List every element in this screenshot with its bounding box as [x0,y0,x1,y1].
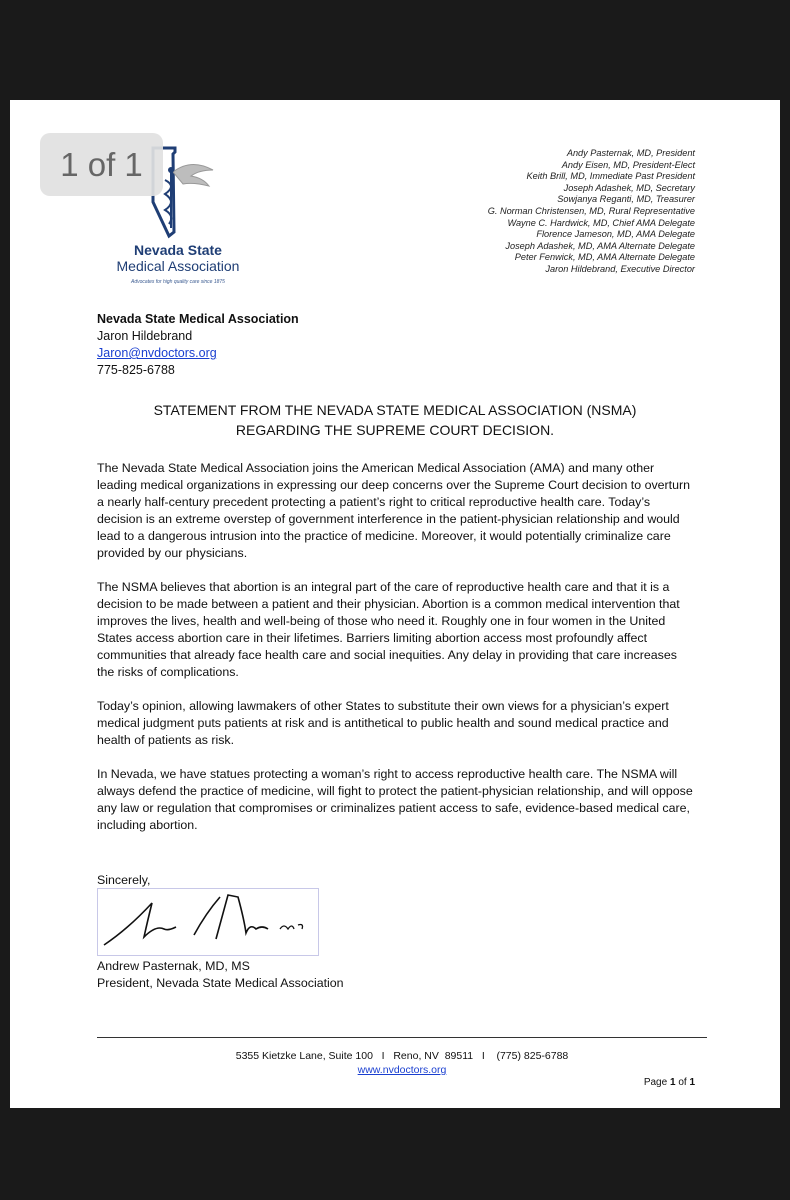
officer-line: Florence Jameson, MD, AMA Delegate [536,229,695,240]
statement-body [97,460,697,851]
contact-organization: Nevada State Medical Association [97,312,299,326]
handwritten-signature-icon [98,889,318,955]
officer-line: Sowjanya Reganti, MD, Treasurer [557,194,695,205]
page-total: 1 [689,1077,695,1088]
officer-line: Peter Fenwick, MD, AMA Alternate Delegate [514,252,695,263]
officer-line: Andy Eisen, MD, President-Elect [561,159,695,170]
officer-line: Jaron Hildebrand, Executive Director [545,263,695,274]
page-of: of [678,1077,687,1088]
officer-line: Joseph Adashek, MD, Secretary [563,182,695,193]
footer-divider [97,1037,707,1038]
body-paragraph: In Nevada, we have statues protecting a woman’s right to access reproductive health care. The NSMA will always defend the practice of medicine, will fight to protect the patient-physician relationship, and will oppose any law or regulation that compromises or criminalizes patient access to safe, evidence-based medical care, including abortion. [97,767,693,832]
body-paragraph: Today’s opinion, allowing lawmakers of other States to substitute their own views for a physician’s expert medical judgment puts patients at risk and is antithetical to public health and sound medical practice and health of patients as risk. [97,699,669,747]
signer-name: Andrew Pasternak, MD, MS [97,959,250,973]
officer-line: G. Norman Christensen, MD, Rural Representative [487,205,695,216]
body-paragraph: The NSMA believes that abortion is an integral part of the care of reproductive health care and that it is a decision to be made between a patient and their physician. Abortion is a common medical intervention that improves the lives, health and well-being of those who need it. Roughly one in four women in the United States access abortion care in their lifetimes. Barriers limiting abortion access most profoundly affect communities that already face health care and social inequities. Any delay in providing that care increases the risks of complications. [97,580,680,679]
contact-email-link[interactable]: Jaron@nvdoctors.org [97,346,217,360]
statement-heading [10,400,780,440]
contact-name: Jaron Hildebrand [97,329,193,343]
page-label: Page [643,1077,668,1088]
page-number [644,1077,695,1088]
page-current: 1 [669,1077,676,1088]
footer-address: 5355 Kietzke Lane, Suite 100 I Reno, NV 89511 I (775) 825-6788 [235,1050,569,1062]
logo-title-line2: Medical Association [116,258,240,274]
officer-line: Wayne C. Hardwick, MD, Chief AMA Delegate [507,217,695,228]
heading-line2: REGARDING THE SUPREME COURT DECISION. [235,422,555,438]
signer-block [97,958,344,992]
contact-block [97,311,299,379]
body-paragraph: The Nevada State Medical Association joins the American Medical Association (AMA) and many other leading medical organizations in expressing our deep concerns over the Supreme Court decision to overturn a nearly half-century precedent protecting a patient’s right to critical reproductive health care. Today’s decision is an extreme overstep of government interference in the patient-physician relationship and would lead to a dangerous intrusion into the practice of medicine. Moreover, it would potentially criminalize care provided by our physicians. [97,461,691,560]
logo-title-line1: Nevada State [134,242,222,258]
officers-list [488,148,695,276]
officer-line: Andy Pasternak, MD, President [566,148,695,158]
footer-website-link[interactable]: www.nvdoctors.org [357,1064,447,1076]
document-page [10,100,780,1108]
closing-salutation: Sincerely, [97,873,151,887]
heading-line1: STATEMENT FROM THE NEVADA STATE MEDICAL ASSOCIATION (NSMA) [153,402,637,418]
page-counter-badge: 1 of 1 [40,133,163,196]
officer-line: Joseph Adashek, MD, AMA Alternate Delegate [505,240,695,251]
officer-line: Keith Brill, MD, Immediate Past President [526,171,695,182]
contact-phone: 775-825-6788 [97,363,175,377]
logo-tagline: Advocates for high quality care since 1875 [131,279,225,285]
signature-box [97,888,319,956]
signer-title: President, Nevada State Medical Association [97,976,344,990]
